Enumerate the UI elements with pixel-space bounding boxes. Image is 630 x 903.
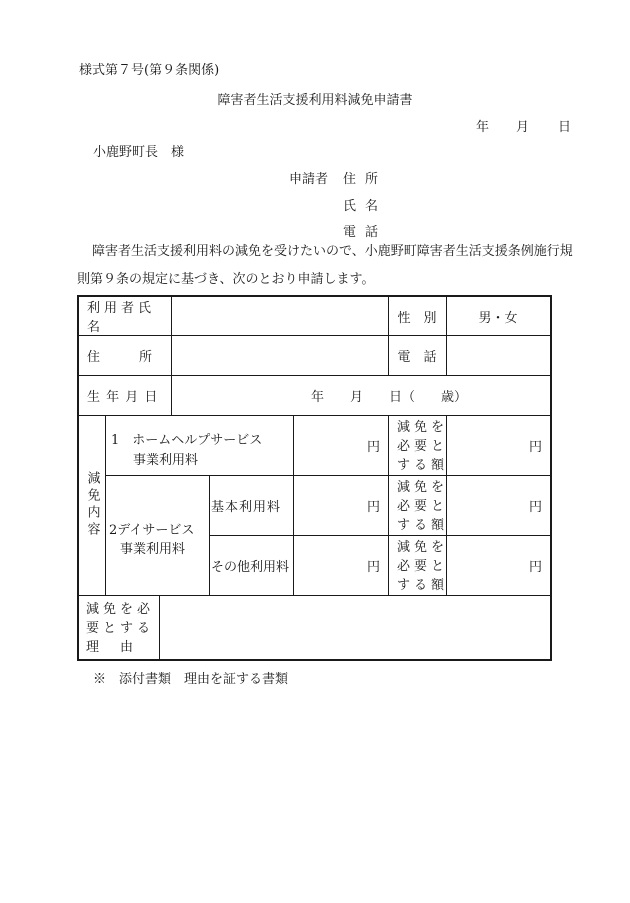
other-fee-reduction-yen[interactable]: 円 (528, 559, 542, 575)
form-number: 様式第７号(第９条関係) (79, 63, 220, 78)
birthdate-value[interactable]: 年 月 日（ 歳） (311, 389, 468, 405)
needed-amount-label-2: 減免を 必要と する額 (397, 480, 449, 533)
application-table (77, 295, 552, 661)
applicant-address-label: 住所 (343, 172, 388, 187)
home-help-service-line2: 事業利用料 (133, 453, 199, 468)
needed-amount-label-1: 減免を 必要と する額 (397, 420, 449, 473)
applicant-phone-label: 電話 (343, 225, 388, 240)
phone-label: 電 話 (397, 349, 437, 365)
basic-fee-yen[interactable]: 円 (366, 499, 380, 515)
applicant-name-label: 氏名 (343, 199, 388, 214)
date-month: 月 (516, 120, 530, 135)
addressee: 小鹿野町長 様 (93, 145, 185, 160)
home-help-service-line1: 1 ホームヘルプサービス (111, 433, 263, 448)
date-day: 日 (558, 120, 572, 135)
user-phone-input[interactable] (446, 335, 550, 375)
other-fee-yen[interactable]: 円 (366, 559, 380, 575)
gender-label: 性 別 (397, 310, 437, 326)
basic-fee-label: 基本利用料 (211, 499, 282, 515)
other-fee-label: その他利用料 (211, 559, 290, 575)
attachments-note: ※ 添付書類 理由を証する書類 (93, 672, 289, 687)
basic-fee-reduction-yen[interactable]: 円 (528, 499, 542, 515)
user-address-input[interactable] (171, 335, 388, 375)
home-help-fee-yen[interactable]: 円 (366, 439, 380, 455)
birthdate-label: 生 年 月 日 (87, 389, 159, 405)
user-name-input[interactable] (171, 297, 388, 335)
application-statement: 障害者生活支援利用料の減免を受けたいので、小鹿野町障害者生活支援条例施行規則第９条の規定に基づき、次のとおり申請します。 (77, 244, 573, 287)
reduction-reason-label: 減免を必 要とする 理 由 (86, 602, 155, 655)
day-service-line2: 事業利用料 (120, 542, 186, 557)
home-help-reduction-yen[interactable]: 円 (528, 439, 542, 455)
reduction-content-label: 減免内容 (84, 471, 100, 539)
gender-options[interactable]: 男・女 (478, 310, 518, 326)
needed-amount-label-3: 減免を 必要と する額 (397, 540, 449, 593)
user-name-label: 利用者氏名 (87, 301, 156, 335)
date-year: 年 (476, 120, 490, 135)
address-label: 住 所 (87, 349, 153, 365)
day-service-line1: 2デイサービス (109, 523, 195, 538)
reduction-reason-input[interactable] (159, 595, 550, 659)
document-title: 障害者生活支援利用料減免申請書 (217, 93, 413, 108)
applicant-label: 申請者 (289, 172, 329, 187)
